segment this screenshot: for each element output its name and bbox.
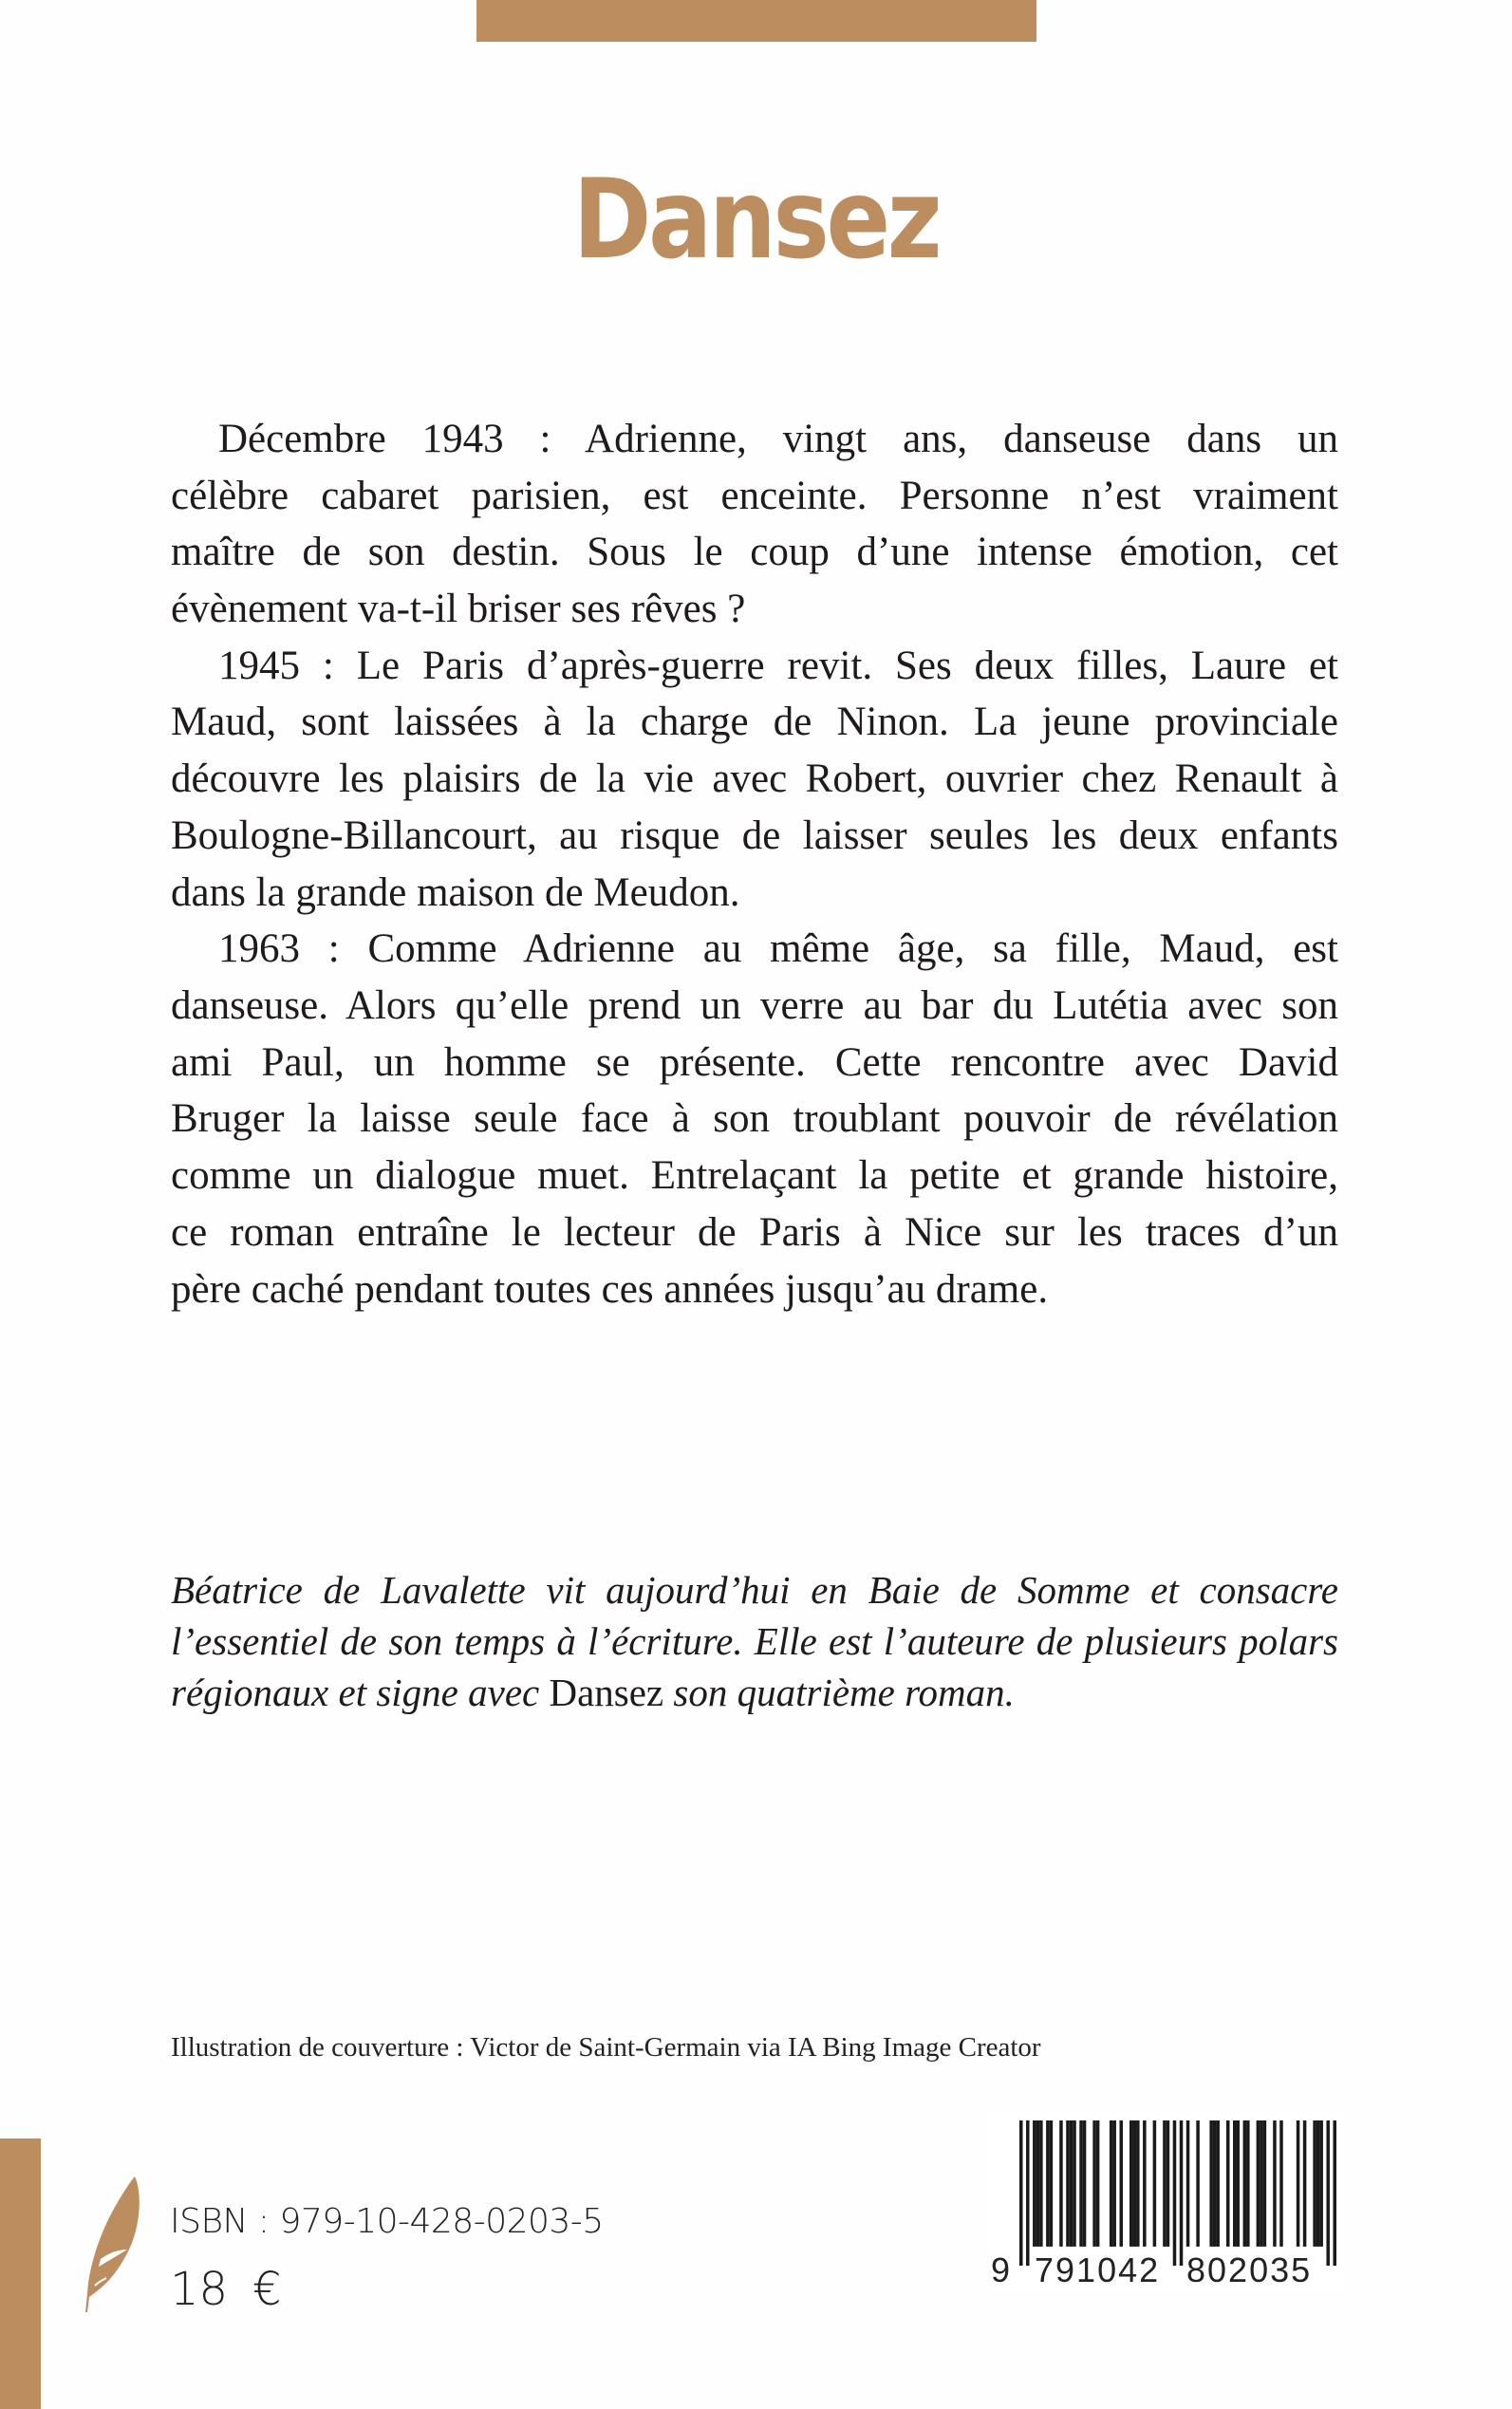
bio-line: Béatrice de Lavalette vit aujourd’hui en Baie de Somme et consacre bbox=[171, 1568, 1338, 1612]
synopsis-line: célèbre cabaret parisien, est enceinte. Personne n’est vraiment bbox=[171, 474, 1338, 518]
illustration-credit: Illustration de couverture : Victor de Saint-Germain via IA Bing Image Creator bbox=[171, 2032, 1041, 2063]
barcode-right-digits: 802035 bbox=[1186, 2250, 1313, 2289]
synopsis-line: maître de son destin. Sous le coup d’une intense émotion, cet bbox=[171, 530, 1338, 574]
synopsis-line: père caché pendant toutes ces années jusqu’au drame. bbox=[171, 1267, 1049, 1312]
synopsis-line: 1963 : Comme Adrienne au même âge, sa fille, Maud, est bbox=[218, 926, 1338, 971]
bio-text: son quatrième roman. bbox=[663, 1671, 1015, 1714]
synopsis-line: comme un dialogue muet. Entrelaçant la petite et grande histoire, bbox=[171, 1153, 1338, 1198]
barcode-first-digit: 9 bbox=[991, 2250, 1011, 2289]
barcode-bars bbox=[1019, 2120, 1336, 2266]
synopsis-line: évènement va-t-il briser ses rêves ? bbox=[171, 587, 746, 631]
barcode-left-digits: 791042 bbox=[1035, 2250, 1161, 2289]
synopsis-line: danseuse. Alors qu’elle prend un verre au bar du Lutétia avec son bbox=[171, 983, 1338, 1028]
bio-book-title: Dansez bbox=[549, 1671, 664, 1714]
top-accent-band bbox=[476, 0, 1036, 42]
synopsis-line: Décembre 1943 : Adrienne, vingt ans, danseuse dans un bbox=[218, 417, 1338, 461]
synopsis-line: 1945 : Le Paris d’après-guerre revit. Ses deux filles, Laure et bbox=[218, 644, 1338, 688]
feather-icon bbox=[80, 2174, 146, 2314]
synopsis-line: dans la grande maison de Meudon. bbox=[171, 870, 740, 915]
synopsis-line: ami Paul, un homme se présente. Cette rencontre avec David bbox=[171, 1040, 1338, 1085]
bio-text: régionaux et signe avec bbox=[171, 1671, 550, 1714]
side-accent-band bbox=[0, 2138, 41, 2409]
synopsis-line: Boulogne-Billancourt, au risque de laisser seules les deux enfants bbox=[171, 813, 1338, 858]
price bbox=[170, 2262, 282, 2317]
synopsis-line: Maud, sont laissées à la charge de Ninon. La jeune provinciale bbox=[171, 700, 1338, 744]
price-currency: € bbox=[252, 2263, 282, 2316]
bio-line bbox=[171, 1668, 1338, 1717]
synopsis-line: ce roman entraîne le lecteur de Paris à Nice sur les traces d’un bbox=[171, 1210, 1338, 1255]
price-amount: 18 bbox=[170, 2263, 229, 2316]
isbn-label: ISBN : 979-10-428-0203-5 bbox=[170, 2202, 604, 2241]
synopsis-line: Bruger la laisse seule face à son troublant pouvoir de révélation bbox=[171, 1096, 1338, 1141]
synopsis-line: découvre les plaisirs de la vie avec Robert, ouvrier chez Renault à bbox=[171, 756, 1338, 801]
bio-line: l’essentiel de son temps à l’écriture. Elle est l’auteure de plusieurs polars bbox=[171, 1619, 1338, 1663]
book-title: Dansez bbox=[572, 156, 940, 284]
barcode bbox=[987, 2109, 1346, 2289]
